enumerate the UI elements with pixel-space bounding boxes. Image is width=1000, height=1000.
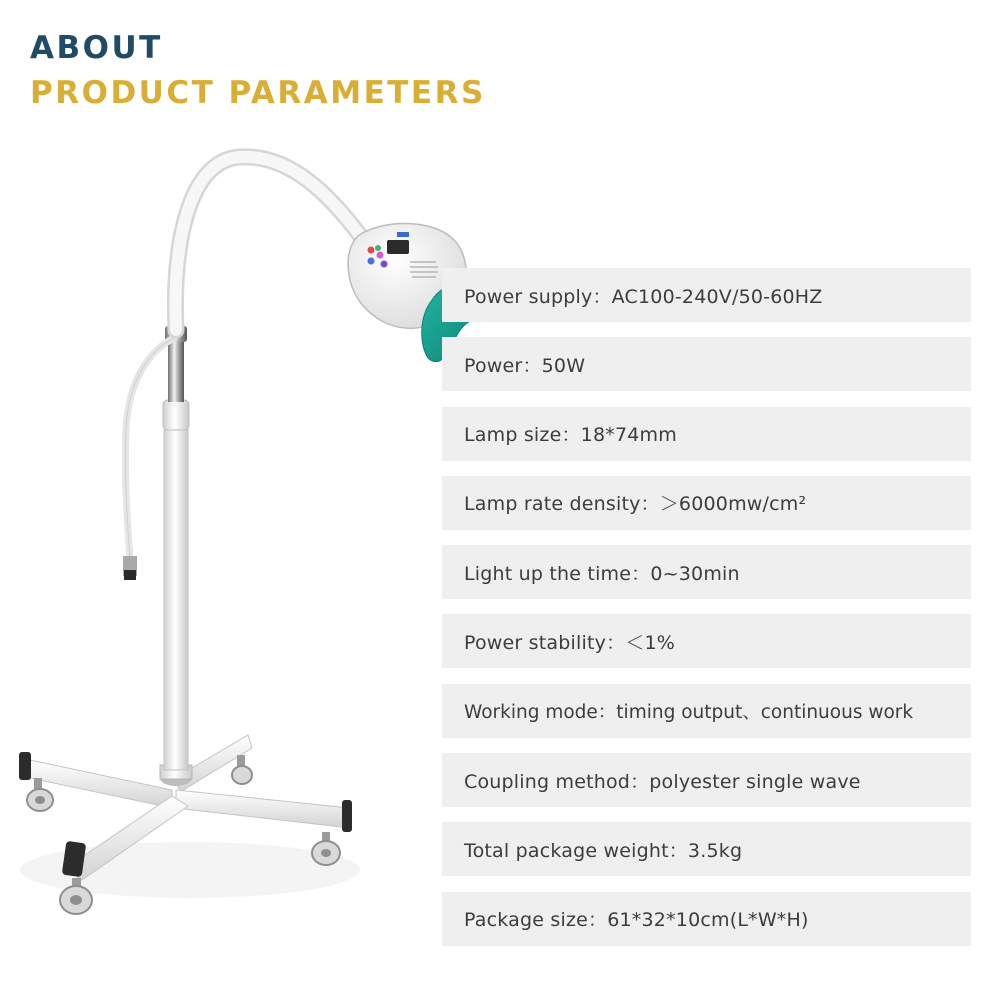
param-power-stability: Power stability：＜1% (464, 631, 676, 654)
parameter-list (442, 268, 971, 961)
param-row-package-size (442, 892, 971, 946)
param-power: Power：50W (464, 354, 586, 377)
param-power-supply: Power supply：AC100-240V/50-60HZ (464, 285, 823, 308)
param-lamp-size: Lamp size：18*74mm (464, 424, 677, 447)
param-row-working-mode (442, 684, 971, 738)
param-row-power (442, 337, 971, 391)
param-row-light-up-time (442, 545, 971, 599)
param-coupling-method: Coupling method：polyester single wave (464, 770, 861, 793)
param-row-total-package-weight (442, 822, 971, 876)
base-leg-right (176, 790, 352, 832)
param-row-power-stability (442, 614, 971, 668)
param-row-lamp-size (442, 407, 971, 461)
whitening-lamp-image (0, 140, 500, 940)
param-working-mode: Working mode：timing output、continuous work (464, 701, 914, 723)
wheel-front-right (312, 832, 340, 865)
param-lamp-rate-density: Lamp rate density：＞6000mw/cm² (464, 493, 807, 516)
product-parameters-heading: PRODUCT PARAMETERS (30, 75, 486, 111)
param-row-lamp-rate-density (442, 476, 971, 530)
param-row-power-supply (442, 268, 971, 322)
param-row-coupling-method (442, 753, 971, 807)
about-heading: ABOUT (30, 30, 163, 66)
wheel-back-left (27, 778, 53, 811)
param-light-up-time: Light up the time：0~30min (464, 562, 740, 585)
wheel-back-right (232, 755, 252, 784)
param-total-package-weight: Total package weight：3.5kg (464, 839, 743, 862)
param-package-size: Package size：61*32*10cm(L*W*H) (464, 909, 809, 932)
